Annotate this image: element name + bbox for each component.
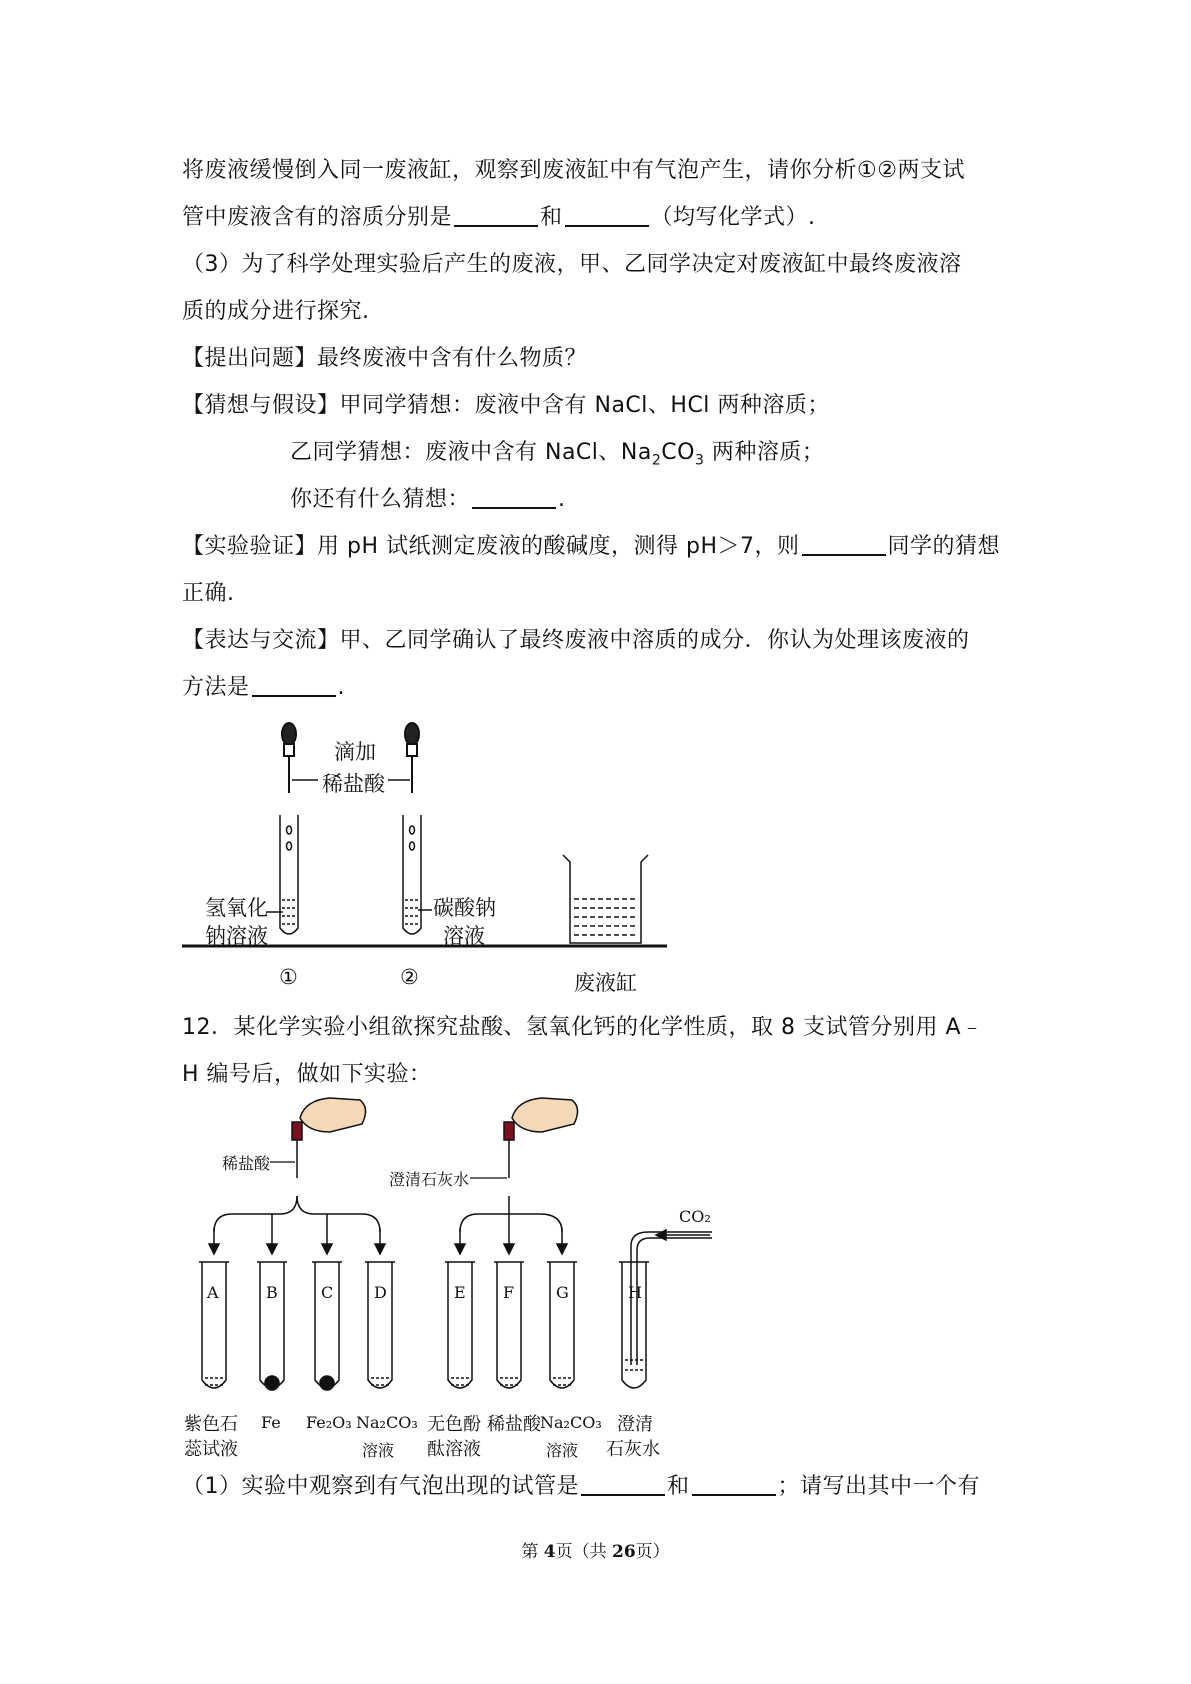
subscript: 3 — [694, 452, 705, 469]
text: （均写化学式）. — [650, 205, 816, 230]
subscript: 2 — [651, 452, 662, 469]
page-footer — [0, 1537, 1191, 1562]
text: 和 — [667, 1474, 690, 1499]
content-b: Fe — [261, 1413, 281, 1432]
hand-dropper-right — [504, 1098, 578, 1178]
footer-page-number: 4 — [543, 1542, 556, 1562]
footer-total-pages: 26 — [611, 1542, 636, 1562]
text: CO — [661, 440, 695, 465]
question-12-part-1 — [182, 1463, 1020, 1510]
tube-letter-b: B — [266, 1283, 278, 1302]
beaker-label: 废液缸 — [574, 971, 637, 995]
test-tube-a — [199, 1262, 229, 1388]
content-a-line2: 蕊试液 — [184, 1439, 238, 1460]
footer-text: 页（共 — [555, 1542, 612, 1562]
test-tube-h — [619, 1232, 712, 1388]
test-tube-d — [365, 1262, 395, 1388]
content-d-line1: Na₂CO₃ — [356, 1413, 418, 1432]
text: （3）为了科学处理实验后产生的废液，甲、乙同学决定对废液缸中最终废液溶 — [182, 252, 962, 277]
text: 乙同学猜想：废液中含有 NaCl、Na — [290, 440, 652, 465]
test-tube-c — [312, 1262, 342, 1390]
text: 和 — [540, 205, 563, 230]
text: 【表达与交流】甲、乙同学确认了最终废液中溶质的成分．你认为处理该废液的 — [182, 628, 970, 653]
tube1-label-line2: 钠溶液 — [205, 924, 268, 948]
tube-letter-c: C — [321, 1283, 334, 1302]
text: 质的成分进行探究. — [182, 299, 370, 324]
content-c: Fe₂O₃ — [306, 1413, 352, 1432]
test-tube-f — [494, 1262, 524, 1388]
text: . — [337, 675, 346, 700]
text: 两种溶质； — [704, 440, 825, 465]
footer-text: 第 — [521, 1542, 544, 1562]
answer-blank[interactable] — [581, 1472, 665, 1496]
text: 【提出问题】最终废液中含有什么物质？ — [182, 346, 588, 371]
text: 将废液缓慢倒入同一废液缸，观察到废液缸中有气泡产生，请你分析①②两支试 — [182, 158, 965, 183]
test-tube-b — [257, 1262, 287, 1390]
arrows-left — [209, 1196, 385, 1254]
text: 正确. — [182, 581, 235, 606]
tube-letter-e: E — [454, 1283, 466, 1302]
text: 管中废液含有的溶质分别是 — [182, 205, 453, 230]
dropper-label-2: 稀盐酸 — [322, 772, 385, 796]
reagent-label-left: 稀盐酸 — [222, 1154, 271, 1173]
test-tube-g — [547, 1262, 577, 1388]
text: 你还有什么猜想： — [290, 487, 471, 512]
tube2-label-line2: 溶液 — [443, 924, 485, 948]
tube2-number: ② — [400, 965, 419, 989]
content-e-line1: 无色酚 — [427, 1414, 481, 1435]
dropper-label-1: 滴加 — [334, 740, 376, 764]
tube2-label-line1: 碳酸钠 — [433, 896, 496, 920]
text: . — [558, 487, 566, 512]
text: ；请写出其中一个有 — [777, 1474, 981, 1499]
test-tube-e — [445, 1262, 475, 1388]
hand-dropper-left — [292, 1098, 366, 1178]
content-a-line1: 紫色石 — [184, 1414, 238, 1435]
text: 12．某化学实验小组欲探究盐酸、氢氧化钙的化学性质，取 8 支试管分别用 A﹣ — [182, 1015, 984, 1040]
text: 【实验验证】用 pH 试纸测定废液的酸碱度，测得 pH＞7，则 — [182, 534, 800, 559]
content-d-line2: 溶液 — [362, 1441, 395, 1460]
tube-letter-h: H — [628, 1283, 642, 1302]
text: 同学的猜想 — [887, 534, 1001, 559]
text: （1）实验中观察到有气泡出现的试管是 — [182, 1474, 579, 1499]
answer-blank[interactable] — [692, 1472, 776, 1496]
content-f: 稀盐酸 — [487, 1414, 541, 1435]
reagent-label-right: 澄清石灰水 — [389, 1170, 470, 1189]
text: H 编号后，做如下实验： — [182, 1062, 432, 1087]
tube-letter-a: A — [207, 1283, 219, 1302]
gas-label: CO₂ — [679, 1207, 711, 1226]
content-h-line2: 石灰水 — [606, 1439, 660, 1460]
text: 方法是 — [182, 675, 250, 700]
tube-letter-g: G — [556, 1283, 569, 1302]
tube-letter-f: F — [503, 1283, 515, 1302]
content-g-line1: Na₂CO₃ — [540, 1413, 602, 1432]
content-g-line2: 溶液 — [546, 1441, 579, 1460]
arrows-right — [455, 1196, 567, 1254]
content-e-line2: 酞溶液 — [427, 1439, 481, 1460]
tube1-label-line1: 氢氧化 — [205, 896, 268, 920]
tube-letter-d: D — [374, 1283, 387, 1302]
footer-text: 页） — [635, 1542, 670, 1562]
content-h-line1: 澄清 — [617, 1414, 653, 1435]
text: 【猜想与假设】甲同学猜想：废液中含有 NaCl、HCl 两种溶质； — [182, 393, 830, 418]
tube1-number: ① — [279, 965, 298, 989]
